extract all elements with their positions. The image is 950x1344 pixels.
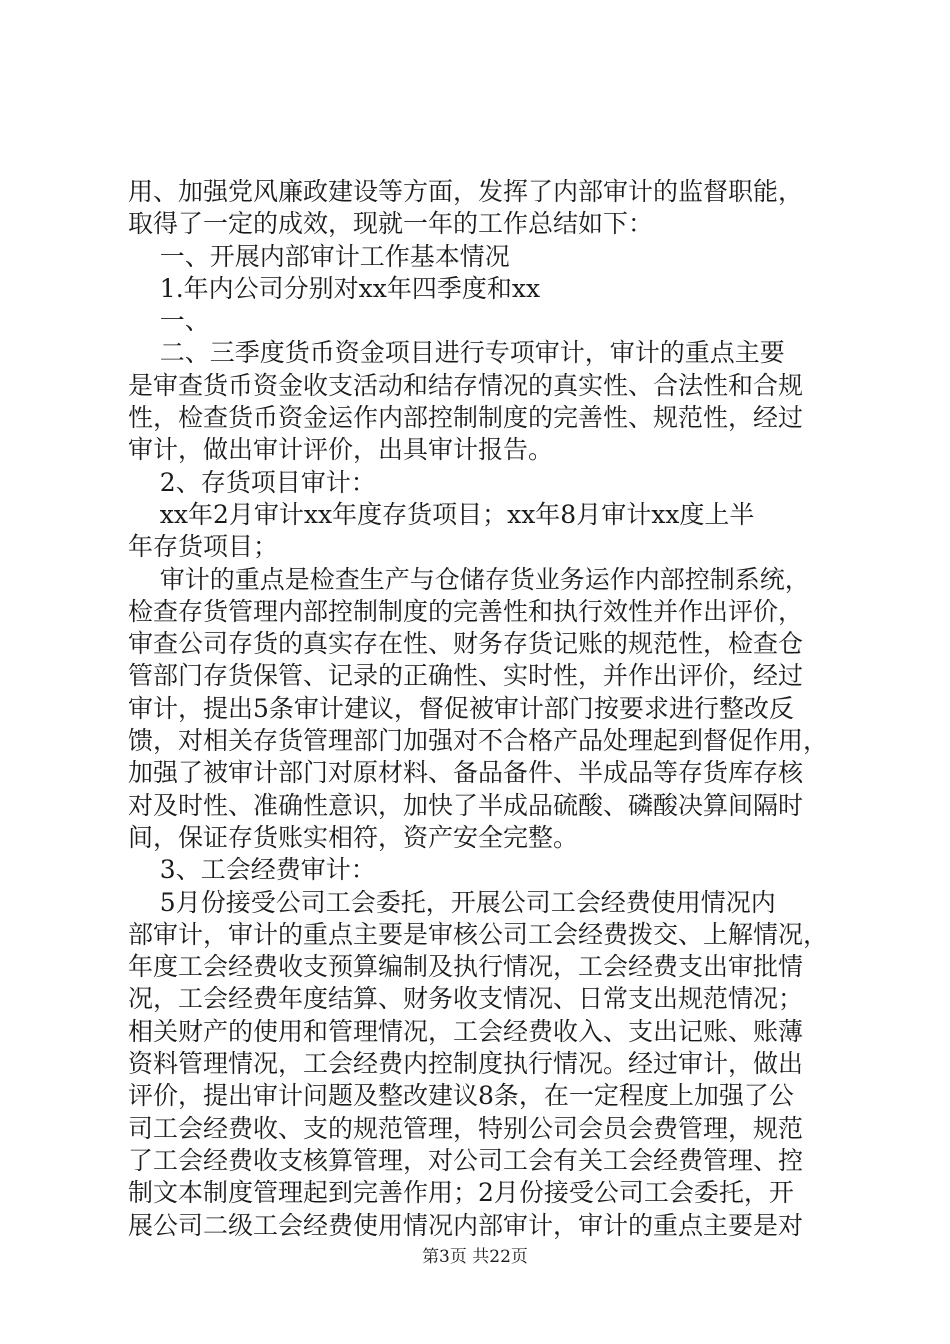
heading-section-1: 一、开展内部审计工作基本情况: [128, 241, 510, 271]
page-number-footer: 第3页 共22页: [422, 1247, 528, 1267]
paragraph-intro: 用、加强党风廉政建设等方面，发挥了内部审计的监督职能， 取得了一定的成效，现就一年的工作总结如下：: [128, 177, 804, 239]
document-body: [128, 176, 848, 1242]
paragraph-inventory-dates: xx年2月审计xx年度存货项目；xx年8月审计xx度上半 年存货项目；: [128, 499, 755, 562]
paragraph-item-1: 1.年内公司分别对xx年四季度和xx: [128, 273, 541, 303]
heading-inventory-audit: 2、存货项目审计：: [128, 467, 376, 497]
paragraph-inventory-focus: 审计的重点是检查生产与仓储存货业务运作内部控制系统， 检查存货管理内部控制制度的完善性和执行效性并作出评价， 审查公司存货的真实存在性、财务存货记账的规范性，检查仓 管部门存货保管、记录的正确性、实时性，并作出评价，经过 审计，提出5条审计建议，督促被审计部门按要求进行整改反 馈，对相关存货管理部门加强对不合格产品处理起到督促作用， 加强了被审计部门对原材料、备品备件、半成品等存货库存核 对及时性、准确性意识，加快了半成品硫酸、磷酸决算间隔时 间，保证存货账实相符，资产安全完整。: [128, 564, 829, 852]
heading-union-audit: 3、工会经费审计：: [128, 855, 376, 885]
paragraph-union-audit: 5月份接受公司工会委托，开展公司工会经费使用情况内 部审计，审计的重点主要是审核公司工会经费拨交、上解情况， 年度工会经费收支预算编制及执行情况，工会经费支出审批情 况，工会经费年度结算、财务收支情况、日常支出规范情况； 相关财产的使用和管理情况，工会经费收入、支出记账、账薄 资料管理情况，工会经费内控制度执行情况。经过审计，做出 评价，提出审计问题及整改建议8条，在一定程度上加强了公 司工会经费收、支的规范管理，特别公司会员会费管理，规范 了工会经费收支核算管理，对公司工会有关工会经费管理、控 制文本制度管理起到完善作用；2月份接受公司工会委托，开 展公司二级工会经费使用情况内部审计，审计的重点主要是对: [128, 887, 829, 1240]
paragraph-fragment: 一、: [128, 306, 210, 336]
paragraph-cash-audit: 二、三季度货币资金项目进行专项审计，审计的重点主要 是审查货币资金收支活动和结存情况的真实性、合法性和合规 性，检查货币资金运作内部控制制度的完善性、规范性，经过 审计，做出审计评价，出具审计报告。: [128, 338, 804, 465]
